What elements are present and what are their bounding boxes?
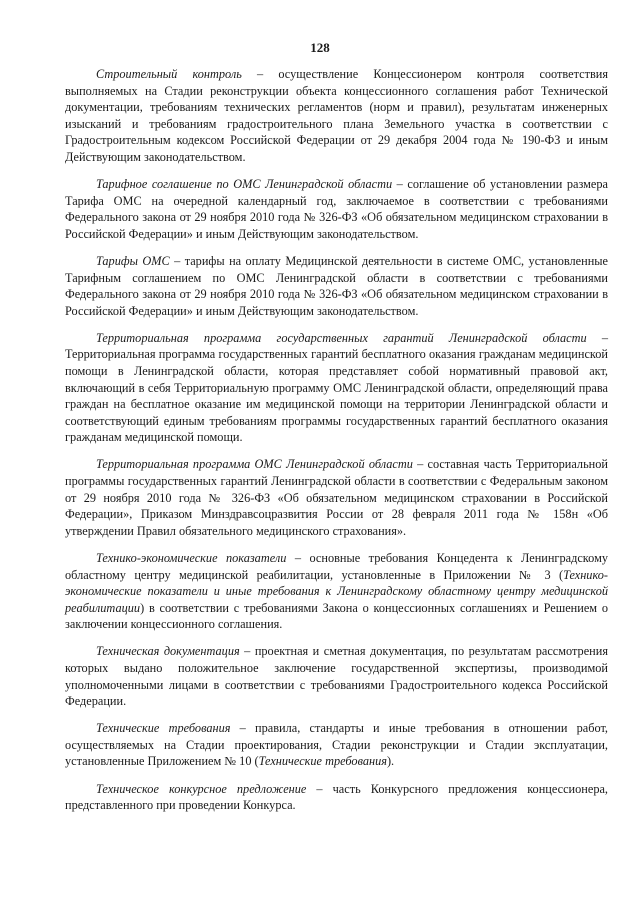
defined-term: Территориальная программа ОМС Ленинградской области: [96, 457, 413, 472]
definition-text: – Территориальная программа государственных гарантий бесплатного оказания гражданам медицинской помощи в Ленинградской области, которая представляет собой нормативный правовой акт, включающий в себя Территориальную программу ОМС Ленинградской области, определяющий права граждан на бесплатное оказание им медицинской помощи на территории Ленинградской области и соответствующий единым требованиям программы государственных гарантий бесплатного оказания гражданам медицинской помощи.: [65, 330, 608, 445]
definition-text: – правила, стандарты и иные требования в отношении работ, осуществляемых на Стадии проектирования, Стадии реконструкции и Стадии эксплуатации, установленные Приложением № 10 (: [65, 721, 608, 769]
defined-term: Тарифное соглашение по ОМС Ленинградской области: [96, 177, 393, 192]
defined-term: Строительный контроль: [96, 67, 242, 81]
defined-term: Техническое конкурсное предложение: [96, 781, 307, 796]
definition-paragraph: [65, 550, 608, 633]
appendix-reference: Технические требования: [258, 754, 387, 769]
page-number: 128: [310, 40, 330, 55]
definition-text: – основные требования Концедента к Ленинградскому областному центру медицинской реабилитации, установленные в Приложении № 3 (: [65, 550, 608, 582]
definition-text: – тарифы на оплату Медицинской деятельности в системе ОМС, установленные Тарифным соглашением по ОМС Ленинградской области в соответствии с требованиями Федерального закона от 29 ноября 2010 года № 326-ФЗ «Об обязательном медицинском страховании в Российской Федерации» и иным Действующим законодательством.: [65, 253, 608, 318]
defined-term: Территориальная программа государственных гарантий Ленинградской области: [96, 330, 587, 345]
definition-paragraph: [65, 330, 608, 446]
appendix-reference: Технико-экономические показатели и иные требования к Ленинградскому областному центру медицинской реабилитации: [65, 567, 608, 615]
definition-paragraph: [65, 253, 608, 319]
document-body: [65, 66, 608, 824]
defined-term: Техническая документация: [96, 644, 240, 659]
definition-text: – соглашение об установлении размера Тарифа ОМС на очередной календарный год, заключаемое в соответствии с требованиями Федерального закона от 29 ноября 2010 года № 326-ФЗ «Об обязательном медицинском страховании в Российской Федерации» и иным Действующим законодательством.: [65, 177, 608, 241]
definition-paragraph: [65, 456, 608, 539]
definition-paragraph: [65, 66, 608, 166]
definition-text: – часть Конкурсного предложения концессионера, представленного при проведении Конкурса.: [65, 781, 609, 813]
definition-text: ).: [386, 754, 395, 769]
definition-text: – проектная и сметная документация, по результатам рассмотрения которых выдано положительное заключение государственной экспертизы, производимой уполномоченными лицами в соответствии с требованиями Градостроительного кодекса Российской Федерации.: [65, 644, 608, 709]
definition-paragraph: [65, 781, 608, 814]
definition-paragraph: [65, 176, 608, 242]
definition-text: ) в соответствии с требованиями Закона о концессионных соглашениях и Решением о заключении концессионного соглашения.: [65, 600, 608, 632]
defined-term: Технические требования: [96, 721, 231, 736]
definition-paragraph: [65, 720, 608, 770]
defined-term: Тарифы ОМС: [96, 253, 170, 268]
definition-paragraph: [65, 643, 608, 709]
definition-text: – составная часть Территориальной программы государственных гарантий Ленинградской области в соответствии с Федеральным законом от 29 ноября 2010 года № 326-ФЗ «Об обязательном медицинском страховании в Российской Федерации», Приказом Минздравсоцразвития России от 28 февраля 2011 года № 158н «Об утверждении Правил обязательного медицинского страхования».: [65, 457, 608, 538]
defined-term: Технико-экономические показатели: [96, 550, 287, 565]
definition-text: – осуществление Концессионером контроля соответствия выполняемых на Стадии реконструкции объекта концессионного соглашения работ Технической документации, требованиям технических регламентов (норм и правил), результатам инженерных изысканий и требованиям градостроительного плана Земельного участка в соответствии с Градостроительным кодексом Российской Федерации от 29 декабря 2004 года № 190-ФЗ и иным Действующим законодательством.: [65, 67, 608, 164]
